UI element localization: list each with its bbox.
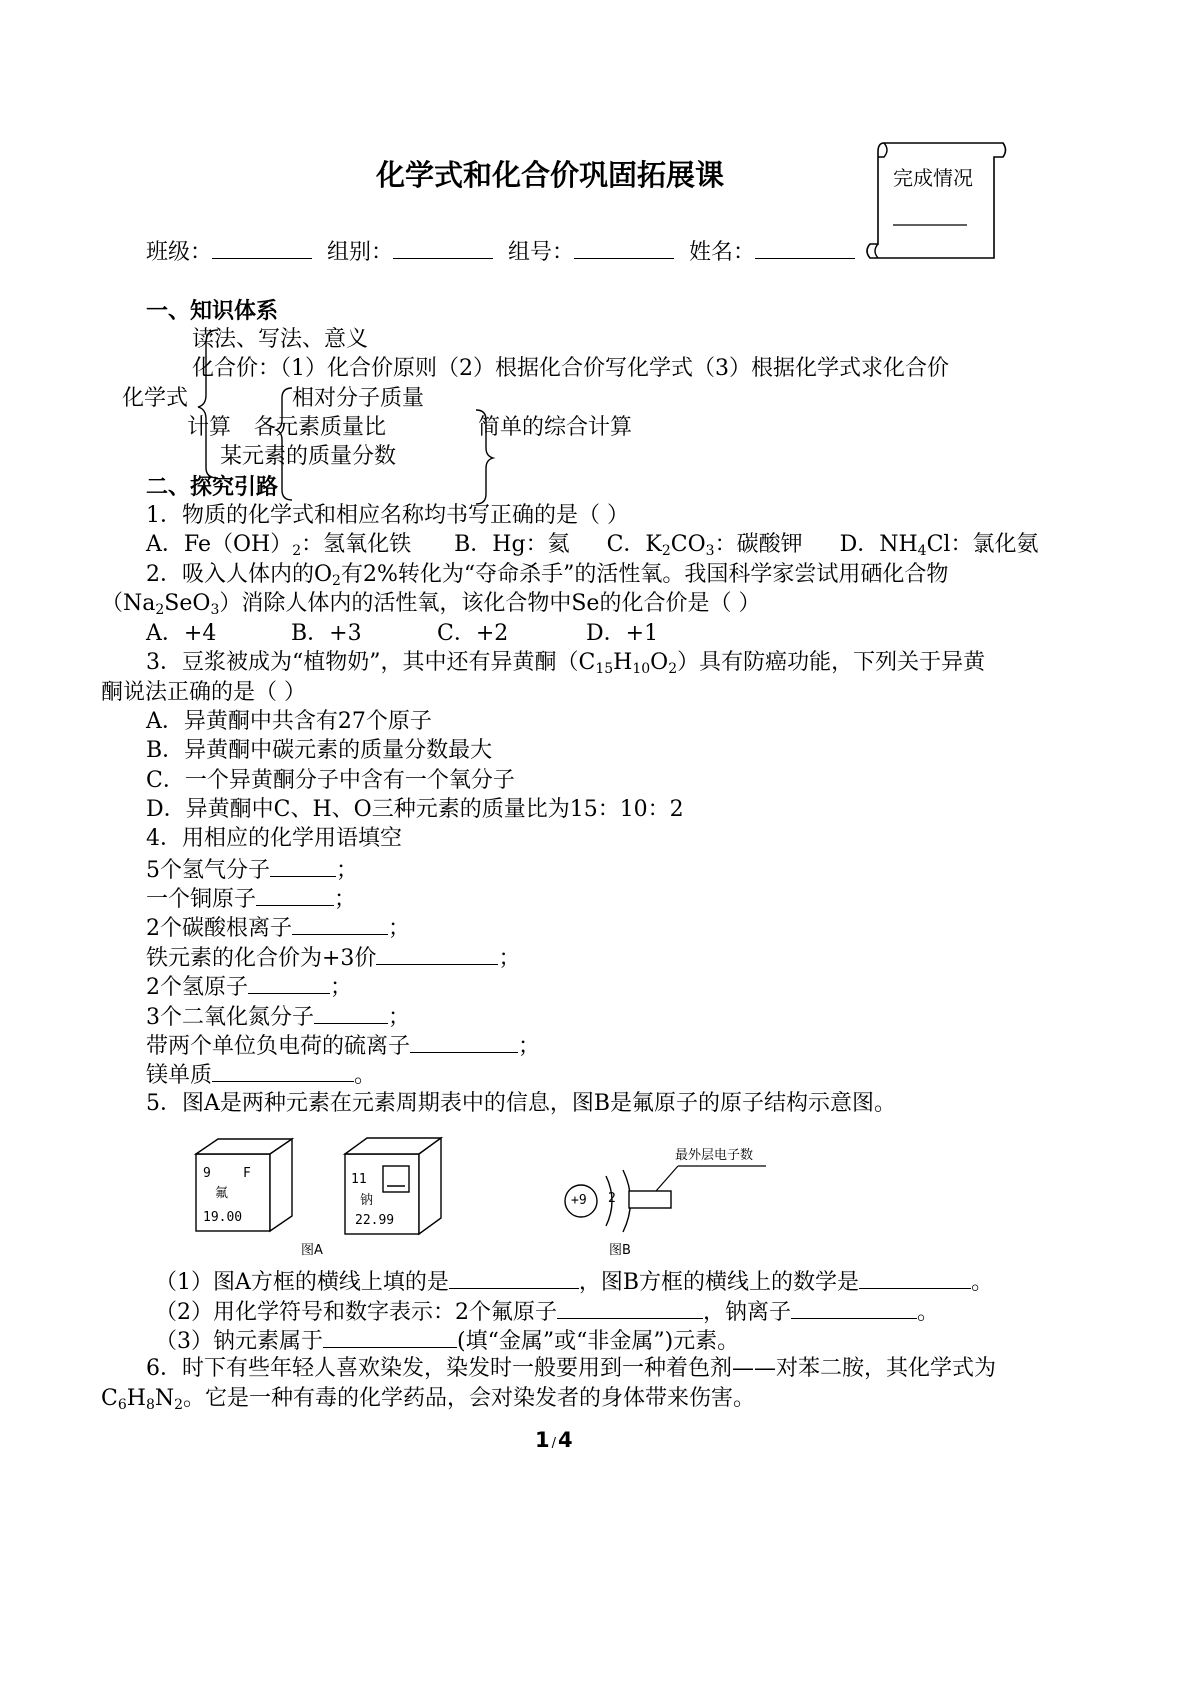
q5-part1: （1）图A方框的横线上填的是 ，图B方框的横线上的数学是 。 (155, 1270, 994, 1295)
q3-line2: 酮说法正确的是（ ） (101, 680, 306, 705)
q2-option-a: A．+4 (146, 621, 217, 646)
q2-line2: $(Na_2SeO_3)$消除人体内的活性氧，该化合物中Se的化合价是（ ） (101, 591, 761, 618)
q4-item: 3个二氧化氮分子 ； (146, 1005, 411, 1030)
class-label: 班级： (146, 240, 213, 265)
badge-label: 完成情况 (893, 166, 973, 190)
page-title: 化学式和化合价巩固拓展课 (376, 158, 725, 192)
card-na-mass: 22.99 (355, 1213, 395, 1228)
calc-item-ratio: 各元素质量比 (254, 415, 387, 440)
q5-part3: （3）钠元素属于 (填“金属”或“非金属”)元素。 (155, 1329, 740, 1354)
figure-a-label: 图A (301, 1243, 323, 1258)
card-f-name: 氟 (215, 1186, 229, 1201)
q3-option-a: A．异黄酮中共含有27个原子 (146, 709, 432, 734)
answer-blank[interactable] (791, 1298, 917, 1319)
q4-item: 2个氢原子 ； (146, 975, 353, 1000)
group-no-label: 组号： (508, 240, 575, 265)
q1-option-d: D．$NH_4Cl$：氯化氨 (839, 532, 1039, 559)
card-f-number: 9 (203, 1166, 211, 1181)
outer-electron-annotation: 最外层电子数 (675, 1148, 754, 1163)
q5-part2: （2）用化学符号和数字表示：2个氟原子 ，钠离子 。 (155, 1300, 940, 1325)
q2-line1: 2．吸入人体内的$O_2$有2%转化为“夺命杀手”的活性氧。我国科学家尝试用硒化合物 (146, 562, 949, 589)
answer-blank[interactable] (323, 1327, 457, 1348)
calc-result: 简单的综合计算 (478, 415, 633, 440)
answer-blank[interactable] (449, 1268, 579, 1289)
q1-stem: 1．物质的化学式和相应名称均书写正确的是（ ） (146, 503, 629, 528)
q2-option-c: C．+2 (437, 621, 509, 646)
page-number: 1 /4 (535, 1428, 573, 1452)
q4-item: 镁单质 。 (146, 1063, 377, 1088)
nucleus-charge: +9 (571, 1193, 587, 1208)
branch-reading: 读法、写法、意义 (192, 327, 369, 352)
calc-item-fraction: 某元素的质量分数 (220, 444, 397, 469)
q6-line1: 6．时下有些年轻人喜欢染发，染发时一般要用到一种着色剂——对苯二胺，其化学式为 (146, 1356, 996, 1381)
figure-b-label: 图B (609, 1243, 631, 1258)
answer-blank[interactable] (859, 1268, 971, 1289)
root-formula: 化学式 (122, 386, 189, 411)
name-label: 姓名： (689, 240, 756, 265)
q2-option-d: D．+1 (586, 621, 659, 646)
q6-line2: $C_6H_8N_2$。它是一种有毒的化学药品，会对染发者的身体带来伤害。 (101, 1386, 756, 1413)
q4-item: 一个铜原子 ； (146, 887, 357, 912)
answer-blank[interactable] (557, 1298, 703, 1319)
calc-label: 计算 (187, 415, 232, 440)
symbol-box (383, 1166, 409, 1192)
section1-heading: 一、知识体系 (146, 298, 279, 324)
q2-option-b: B．+3 (291, 621, 362, 646)
card-f-mass: 19.00 (203, 1210, 243, 1225)
q1-option-c: C．$K_2CO_3$：碳酸钾 (606, 532, 803, 559)
q1-option-b: B．Hg：氦 (454, 532, 570, 557)
q3-option-b: B．异黄酮中碳元素的质量分数最大 (146, 738, 493, 763)
q1-option-a: A．$Fe(OH)_2$：氢氧化铁 (146, 532, 412, 559)
q3-option-d: D．异黄酮中C、H、O三种元素的质量比为15：10：2 (146, 797, 684, 822)
q5-stem: 5．图A是两种元素在元素周期表中的信息，图B是氟原子的原子结构示意图。 (146, 1091, 897, 1116)
q4-item: 带两个单位负电荷的硫离子 ； (146, 1034, 541, 1059)
calc-item-mass: 相对分子质量 (292, 386, 425, 411)
q3-line1: 3．豆浆被成为“植物奶”，其中还有异黄酮$(C_{15}H_{10}O_2)$具有防癌功能，下列关于异黄 (146, 650, 986, 677)
section2-heading: 二、探究引路 (146, 474, 279, 500)
card-na-number: 11 (351, 1172, 367, 1187)
branch-valence: 化合价：（1）化合价原则（2）根据化合价写化学式（3）根据化学式求化合价 (192, 356, 949, 381)
shell1-count: 2 (608, 1191, 616, 1206)
q4-item: 5个氢气分子 ； (146, 858, 359, 883)
q4-item: 2个碳酸根离子 ； (146, 916, 411, 941)
q4-item: 铁元素的化合价为+3价 ； (146, 946, 521, 971)
group-label: 组别： (327, 240, 394, 265)
card-f-symbol: F (243, 1166, 251, 1181)
card-na-name: 钠 (360, 1193, 374, 1208)
q4-stem: 4．用相应的化学用语填空 (146, 826, 402, 851)
fluorine-atom-diagram (565, 1166, 766, 1232)
q3-option-c: C．一个异黄酮分子中含有一个氧分子 (146, 768, 515, 793)
outer-electron-box (629, 1191, 671, 1208)
